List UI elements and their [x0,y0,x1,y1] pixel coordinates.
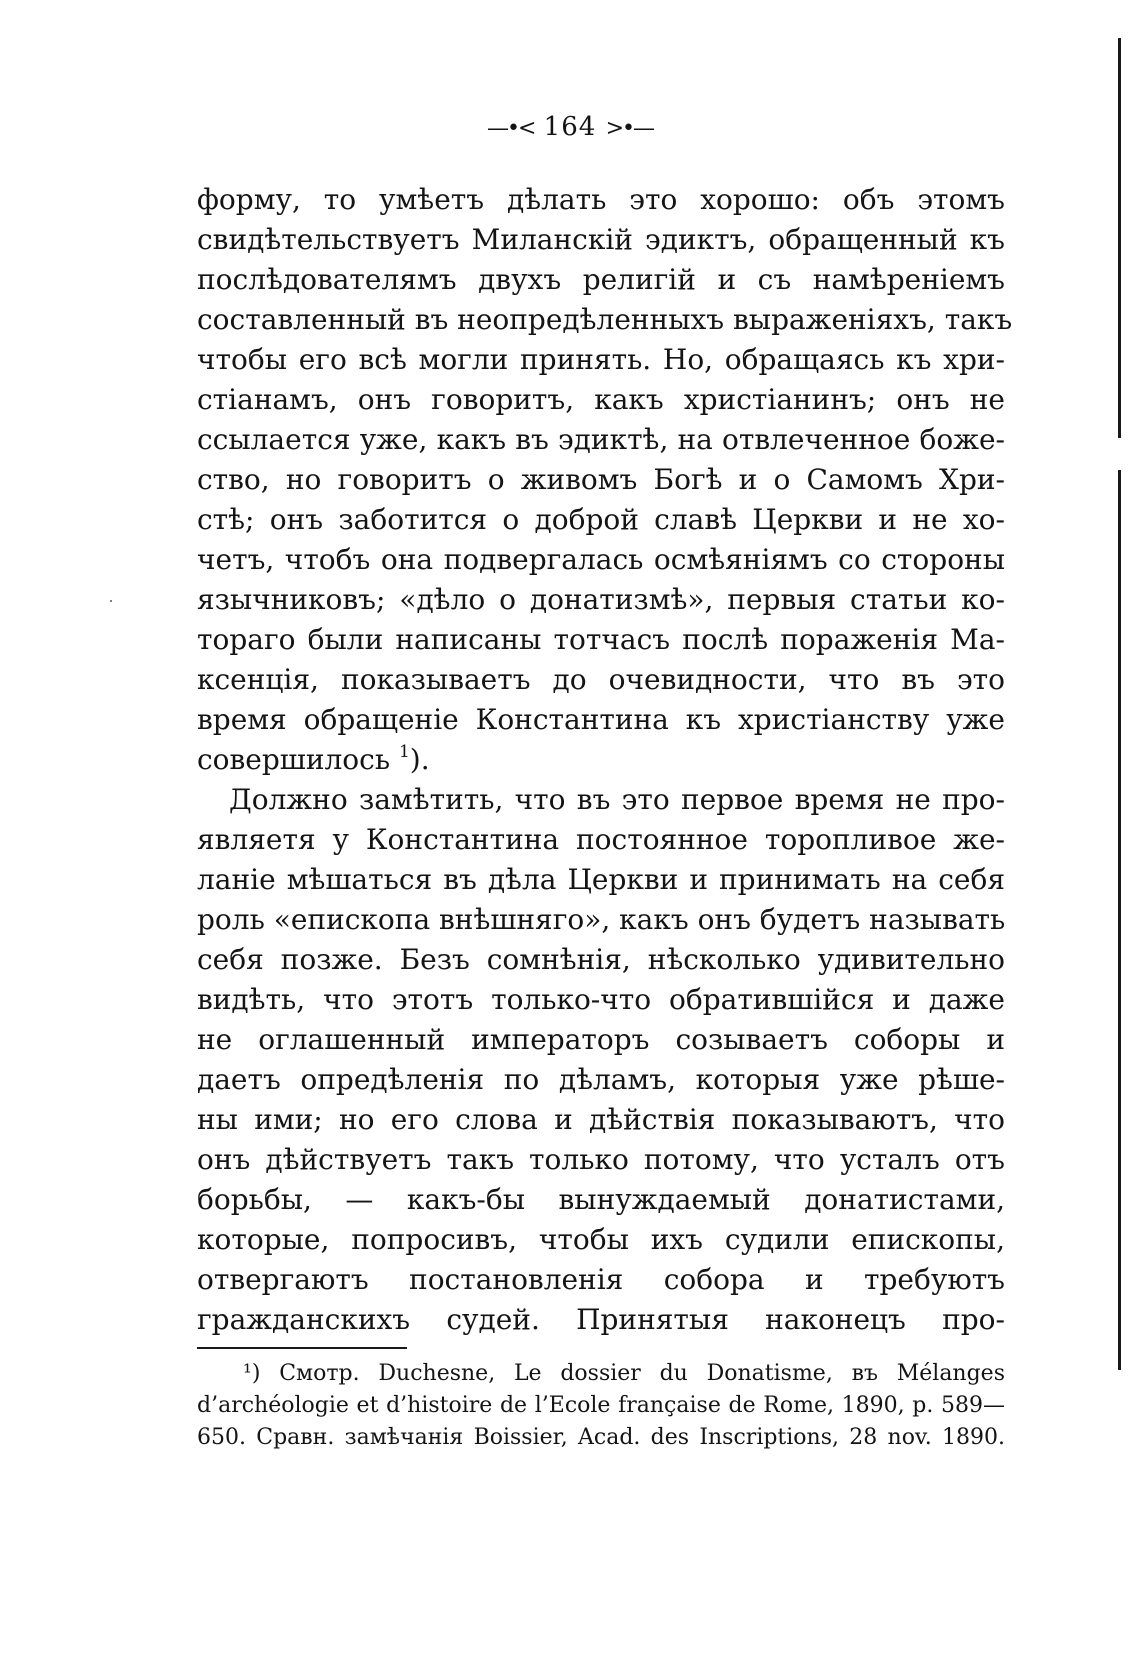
text-line: составленный въ неопредѣленныхъ выраженіяхъ, такъ [197,303,1013,336]
text-line-end: ). [409,743,430,776]
text-line: не оглашенный императоръ созываетъ соборы и [197,1023,1005,1056]
text-line: являетя у Константина постоянное торопливое же- [197,823,1005,856]
footnote-divider [197,1347,407,1349]
text-line: стѣ; онъ заботится о доброй славѣ Церкви и не хо- [197,503,1005,536]
text-line: ссылается уже, какъ въ эдиктѣ, на отвлеченное боже- [197,423,1005,456]
footnote-line: d’archéologie et d’histoire de l’Ecole française de Rome, 1890, p. 589— [197,1393,1005,1418]
text-line: четъ, чтобъ она подвергалась осмѣяніямъ со стороны [197,543,1005,576]
text-line [197,740,1005,780]
footnote-text: Смотр. Duchesne, Le dossier du Donatisme, въ Mélanges [279,1361,1005,1386]
text-line: Должно замѣтить, что въ это первое время не про- [229,783,1005,816]
text-line: тораго были написаны тотчасъ послѣ пораженія Ма- [197,623,1005,656]
page-number [0,112,1140,142]
page-number-value: 164 [543,112,597,142]
text-line: даетъ опредѣленія по дѣламъ, которыя уже рѣше- [197,1063,1005,1096]
text-line-content: совершилось [197,743,391,776]
text-line: отвергаютъ постановленія собора и требуютъ [197,1263,1005,1296]
text-line: ны ими; но его слова и дѣйствія показываютъ, что [197,1103,1005,1136]
text-line: роль «епископа внѣшняго», какъ онъ будетъ называть [197,903,1006,936]
text-line: гражданскихъ судей. Принятыя наконецъ про- [197,1303,1005,1336]
text-line: онъ дѣйствуетъ такъ только потому, что усталъ отъ [197,1143,1005,1176]
page-number-right-ornament: >•— [605,116,653,141]
footnote [197,1358,1005,1454]
text-line: свидѣтельствуетъ Миланскій эдиктъ, обращенный къ [197,223,1005,256]
page-number-left-ornament: —•< [486,116,535,141]
text-line: форму, то умѣетъ дѣлать это хорошо: объ этомъ [197,183,1005,216]
text-line: послѣдователямъ двухъ религій и съ намѣреніемъ [197,263,1005,296]
text-line: чтобы его всѣ могли принять. Но, обращаясь къ хри- [197,343,1005,376]
main-text [197,180,1013,1340]
text-line: борьбы, — какъ-бы вынуждаемый донатистами, [197,1183,1005,1216]
page-edge-line [1118,470,1121,1370]
text-line: видѣть, что этотъ только-что обратившійся и даже [197,983,1005,1016]
text-line: время обращеніе Константина къ христіанству уже [197,703,1005,736]
footnote-line: 650. Сравн. замѣчанія Boissier, Acad. des Inscriptions, 28 nov. 1890. [197,1425,1005,1450]
text-line: ланіе мѣшаться въ дѣла Церкви и принимать на себя [197,863,1005,896]
text-line: язычниковъ; «дѣло о донатизмѣ», первыя статьи ко- [197,583,1005,616]
text-line: себя позже. Безъ сомнѣнія, нѣсколько удивительно [197,943,1005,976]
footnote-line [197,1358,1005,1390]
text-line: стіанамъ, онъ говоритъ, какъ христіанинъ; онъ не [197,383,1005,416]
footnote-marker: ¹) [243,1361,261,1386]
page-edge-line [1118,38,1121,438]
text-line: которые, попросивъ, чтобы ихъ судили епископы, [197,1223,1005,1256]
footnote-reference: 1 [398,741,410,762]
text-line: ство, но говоритъ о живомъ Богѣ и о Самомъ Хри- [197,463,1005,496]
paper-speck [110,600,112,602]
text-line: ксенція, показываетъ до очевидности, что въ это [197,663,1005,696]
